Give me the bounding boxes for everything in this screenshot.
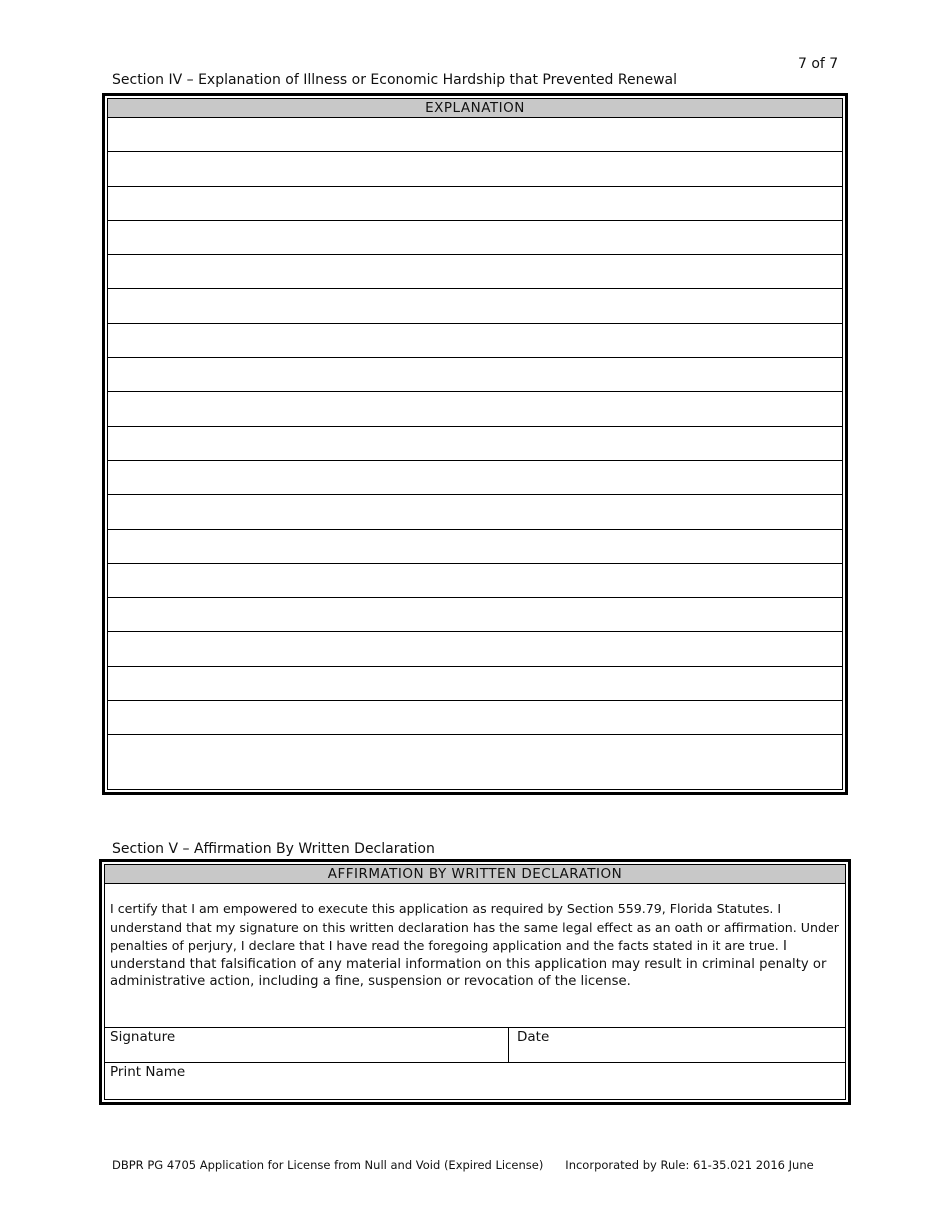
explanation-line[interactable] <box>108 701 842 735</box>
explanation-line[interactable] <box>108 289 842 323</box>
footer-form-id: DBPR PG 4705 Application for License from Null and Void (Expired License) <box>112 1158 544 1172</box>
explanation-line[interactable] <box>108 564 842 598</box>
explanation-line[interactable] <box>108 187 842 221</box>
explanation-lines <box>108 118 842 770</box>
affirmation-statement-part2: I understand that falsification of any material information on this application may result in criminal penalty or administrative action, including a fine, suspension or revocation of the license. <box>110 939 827 990</box>
explanation-line[interactable] <box>108 392 842 426</box>
date-label: Date <box>517 1029 550 1045</box>
signature-label: Signature <box>110 1029 176 1045</box>
explanation-line[interactable] <box>108 427 842 461</box>
explanation-line[interactable] <box>108 358 842 392</box>
section-iv-title: Section IV – Explanation of Illness or Economic Hardship that Prevented Renewal <box>112 72 678 88</box>
footer <box>112 1158 814 1172</box>
affirmation-box <box>99 859 851 1105</box>
affirmation-statement <box>105 884 845 1028</box>
signature-field[interactable] <box>105 1028 509 1062</box>
explanation-line[interactable] <box>108 667 842 701</box>
explanation-line[interactable] <box>108 461 842 495</box>
explanation-line[interactable] <box>108 221 842 255</box>
explanation-line[interactable] <box>108 530 842 564</box>
explanation-box <box>102 93 848 795</box>
explanation-box-inner <box>107 98 843 790</box>
explanation-line[interactable] <box>108 735 842 769</box>
print-name-label: Print Name <box>110 1064 186 1080</box>
explanation-line[interactable] <box>108 324 842 358</box>
footer-rule: Incorporated by Rule: 61-35.021 2016 June <box>565 1158 814 1172</box>
explanation-line[interactable] <box>108 632 842 666</box>
page-number: 7 of 7 <box>798 56 839 72</box>
print-name-field[interactable] <box>105 1063 845 1097</box>
explanation-line[interactable] <box>108 255 842 289</box>
affirmation-header: AFFIRMATION BY WRITTEN DECLARATION <box>105 865 845 884</box>
affirmation-statement-part1: I certify that I am empowered to execute this application as required by Section 559.79, Florida Statutes. I understand that my signature on this written declaration has the same legal effect as an oath or affirmation. Under penalties of perjury, I declare that I have read the foregoing application and the facts stated in it are true. <box>110 901 839 954</box>
date-field[interactable] <box>509 1028 845 1062</box>
signature-row <box>105 1028 845 1063</box>
explanation-line[interactable] <box>108 118 842 152</box>
explanation-line[interactable] <box>108 152 842 186</box>
explanation-line[interactable] <box>108 495 842 529</box>
explanation-header: EXPLANATION <box>108 99 842 118</box>
explanation-line[interactable] <box>108 598 842 632</box>
affirmation-box-inner <box>104 864 846 1100</box>
section-v-title: Section V – Affirmation By Written Declaration <box>112 841 435 857</box>
